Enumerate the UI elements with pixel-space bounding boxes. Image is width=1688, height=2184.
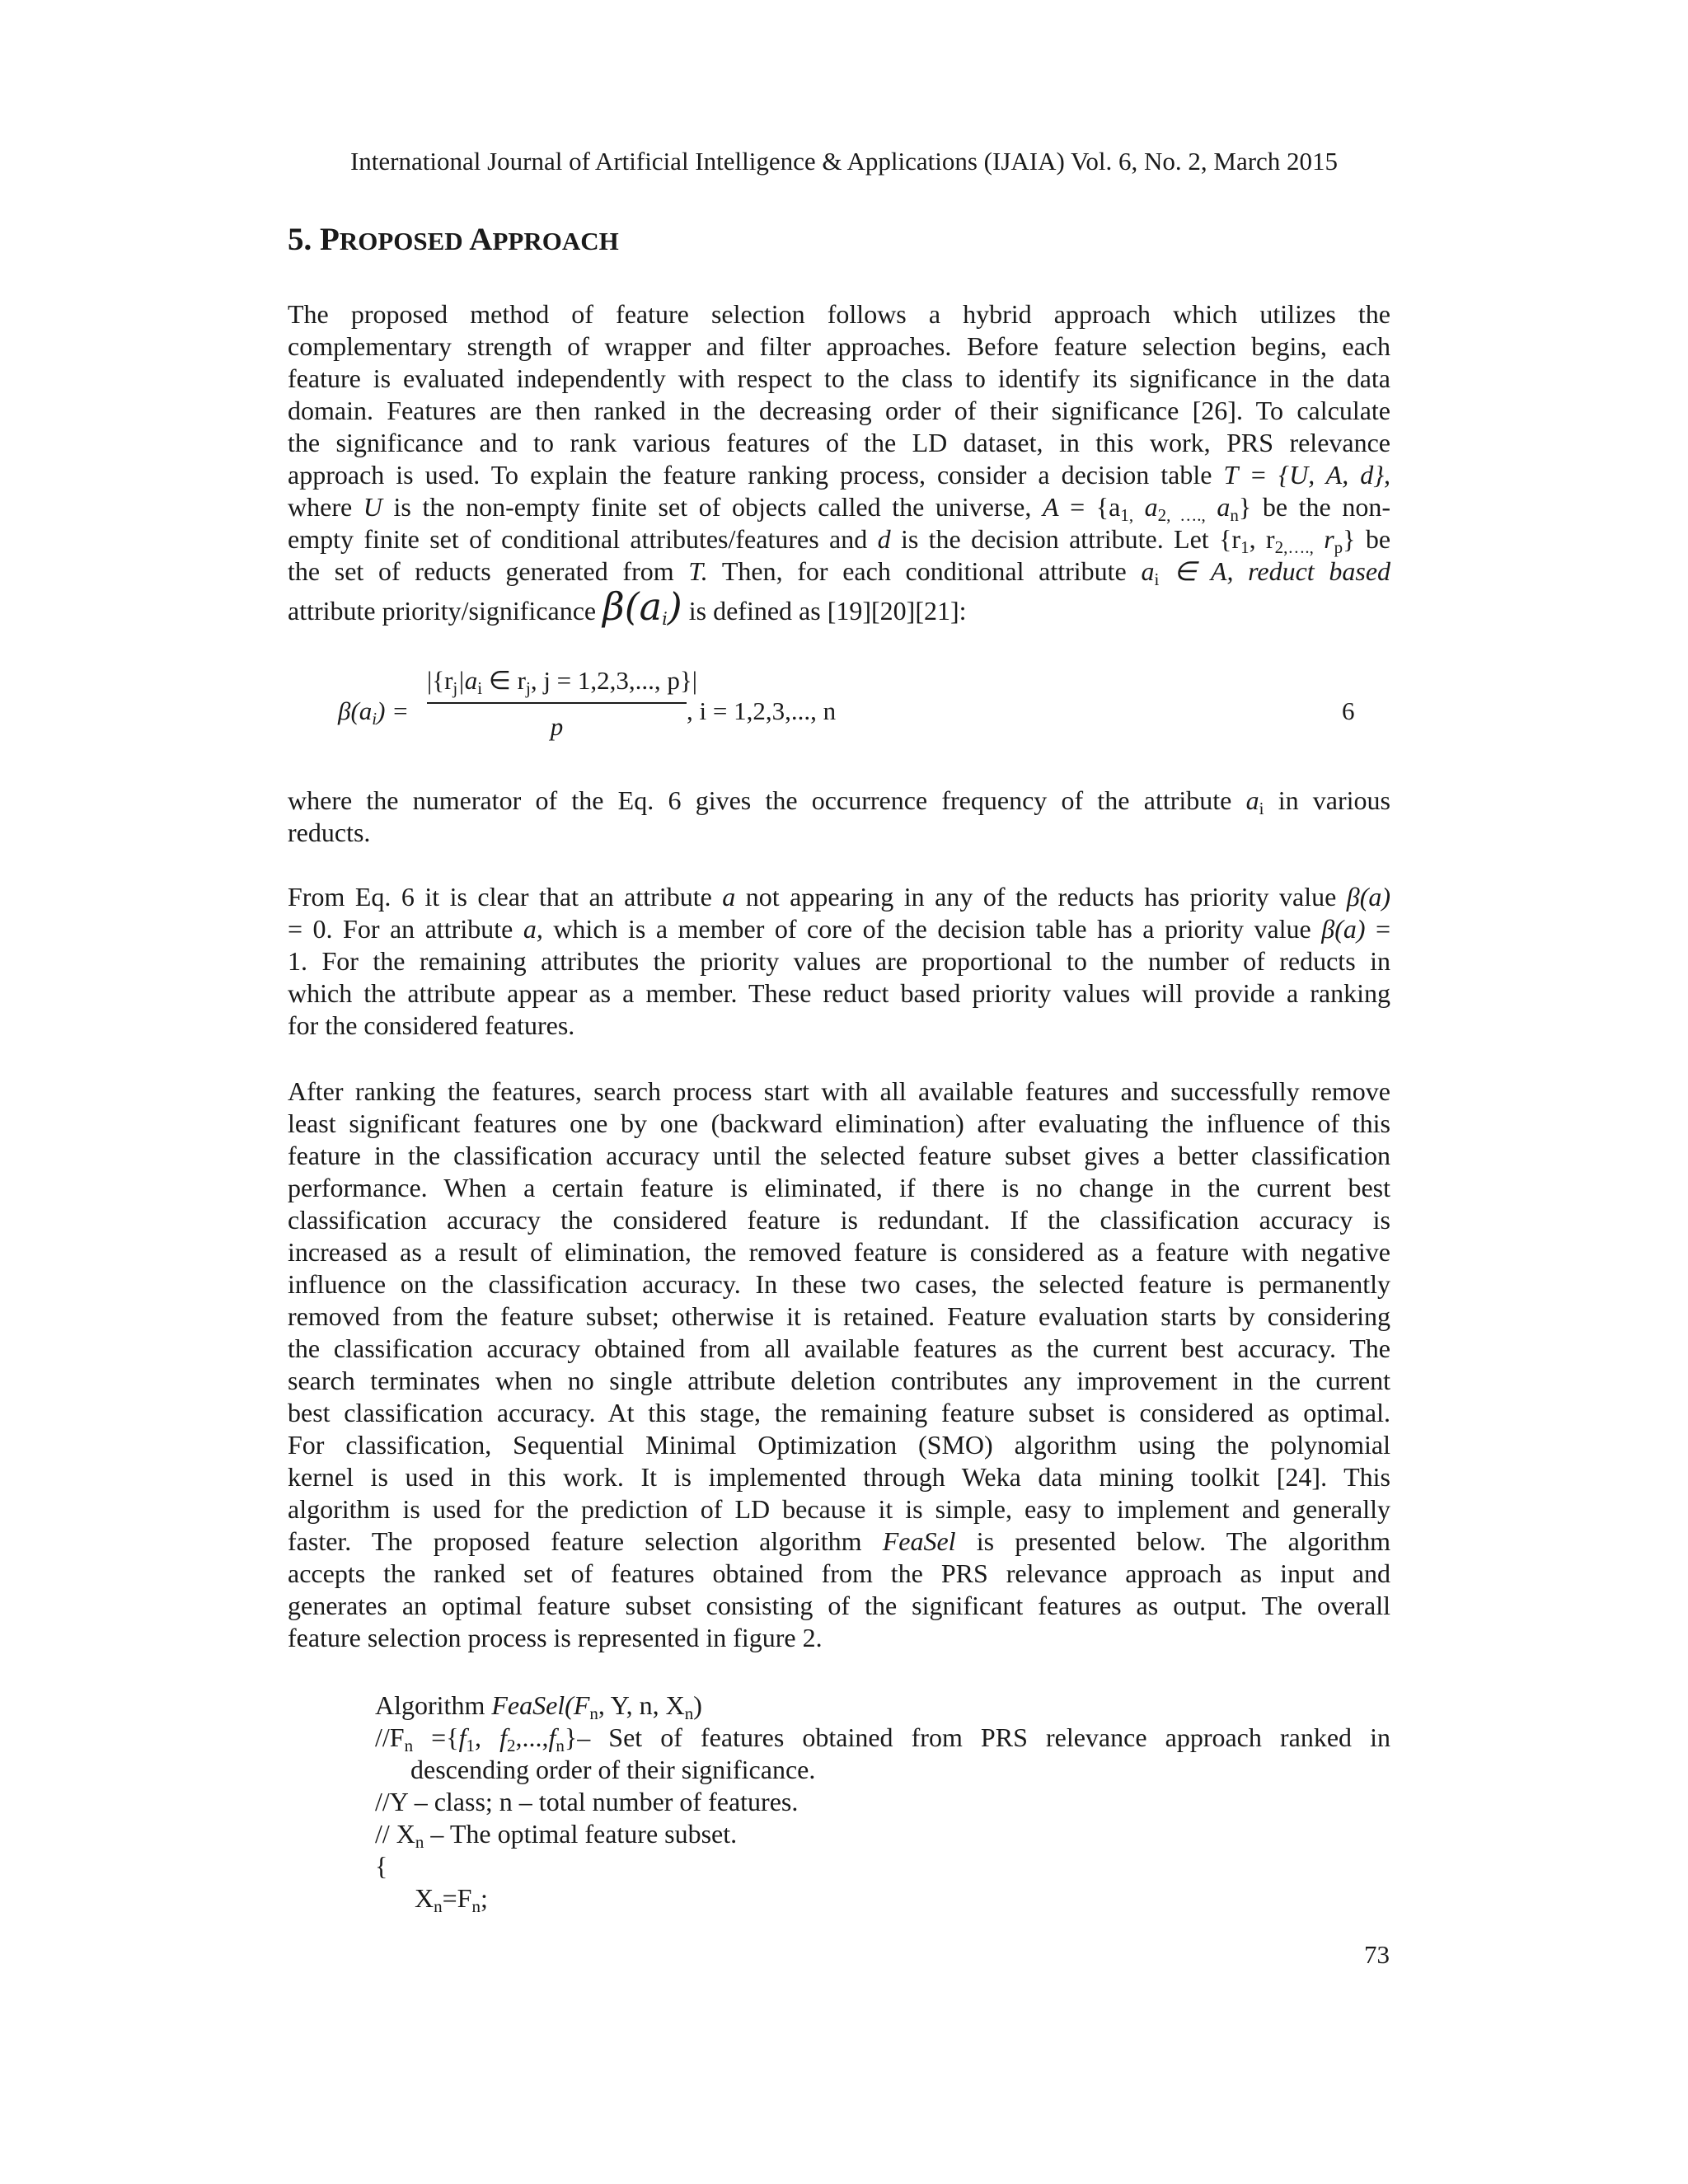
paragraph-intro: The proposed method of feature selection follows a hybrid approach which utilizes the complementary strength of wrapper and filter approaches. Before feature selection begins, each feature is evaluated independently with respect to the class to identify its significance in the data domain. Features are then ranked in the decreasing order of their significance [26]. To calculate the significance and to rank various features of the LD dataset, in this work, PRS relevance approach is used. To explain the feature ranking process, consider a decision table T = {U, A, d}, where U is the non-empty finite set of objects called the universe, $A = \{a_{1,}$ $a_{2, \dots.,}$ $a_n$} be the non- empty finite set of conditional attributes/features and d is the decision attribute. Let {$r_1$, $r_{2,\dots.,}$ $r_p$} be the set of reducts generated from T. Then, for each conditional attribute $a_i$ ∈ A, reduct based attribute priority/significance $\beta(a_i)$ is defined as [19][20][21]: <box>288 299 1391 629</box>
algorithm-open-brace: { <box>375 1851 388 1881</box>
equation-lhs: $\beta(a_i)$ = <box>338 696 410 729</box>
paragraph-priority: From Eq. 6 it is clear that an attribute a not appearing in any of the reducts has priority value β(a) = 0. For an attribute a, which is a member of core of the decision table has a priority value β(a) = 1. For the remaining attributes the priority values are proportional to the number of reducts in which the attribute appear as a member. These reduct based priority values will provide a ranking for the considered features. <box>288 882 1391 1040</box>
fraction-bar <box>427 702 687 704</box>
paragraph-search-process: After ranking the features, search process start with all available features and successfully remove least significant features one by one (backward elimination) after evaluating the influence of this feature in the classification accuracy until the selected feature subset gives a better classification performance. When a certain feature is eliminated, if there is no change in the current best classification accuracy the considered feature is redundant. If the classification accuracy is increased as a result of elimination, the removed feature is considered as a feature with negative influence on the classification accuracy. In these two cases, the selected feature is permanently removed from the feature subset; otherwise it is retained. Feature evaluation starts by considering the classification accuracy obtained from all available features as the current best accuracy. The search terminates when no single attribute deletion contributes any improvement in the current best classification accuracy. At this stage, the remaining feature subset is considered as optimal. For classification, Sequential Minimal Optimization (SMO) algorithm using the polynomial kernel is used in this work. It is implemented through Weka data mining toolkit [24]. This algorithm is used for the prediction of LD because it is simple, easy to implement and generally faster. The proposed feature selection algorithm FeaSel is presented below. The algorithm accepts the ranked set of features obtained from the PRS relevance approach as input and generates an optimal feature subset consisting of the significant features as output. The overall feature selection process is represented in figure 2. <box>288 1076 1391 1652</box>
beta-symbol: $\beta(a_i)$ <box>603 584 682 629</box>
equation-6 <box>338 659 1409 758</box>
algorithm-comment-fn: $//F_n =\{f_1$, $f_2,...,f_n\}-$ Set of features obtained from PRS relevance approach ranked in <box>375 1722 1391 1755</box>
page-number: 73 <box>1364 1940 1390 1969</box>
algorithm-comment-y: //Y – class; n – total number of features. <box>375 1787 799 1816</box>
algorithm-statement: $X_n=F_n$; <box>415 1883 488 1916</box>
equation-numerator: $|\{r_j|a_i$ ∈ $r_j$, j = 1,2,3,..., p}| <box>427 666 697 698</box>
section-number: 5. <box>288 222 312 257</box>
algorithm-block: Algorithm $FeaSel(F_n$, Y, n, $X_n$) $//F_n =\{f_1$, $f_2,...,f_n\}-$ Set of features obtained from PRS relevance approach ranked in descending order of their significance. //Y – class; n – total number of features. // $X_n$ – The optimal feature subset. { $X_n=F_n$; <box>375 1690 1391 1916</box>
running-header: International Journal of Artificial Intelligence & Applications (IJAIA) Vol. 6, No. 2, March 2015 <box>349 147 1339 176</box>
algorithm-comment-xn: // $X_n$ – The optimal feature subset. <box>375 1819 738 1852</box>
equation-denominator: p <box>550 712 564 741</box>
paragraph-numerator-explanation: where the numerator of the Eq. 6 gives the occurrence frequency of the attribute $a_i$ in various reducts. <box>288 785 1391 847</box>
section-heading: 5. PROPOSED APPROACH <box>288 222 619 257</box>
equation-number: 6 <box>1342 696 1355 725</box>
equation-fraction <box>427 659 697 742</box>
equation-rhs: , i = 1,2,3,..., n <box>687 696 837 725</box>
algorithm-signature: Algorithm $FeaSel(F_n$, Y, n, $X_n$) <box>375 1690 702 1723</box>
